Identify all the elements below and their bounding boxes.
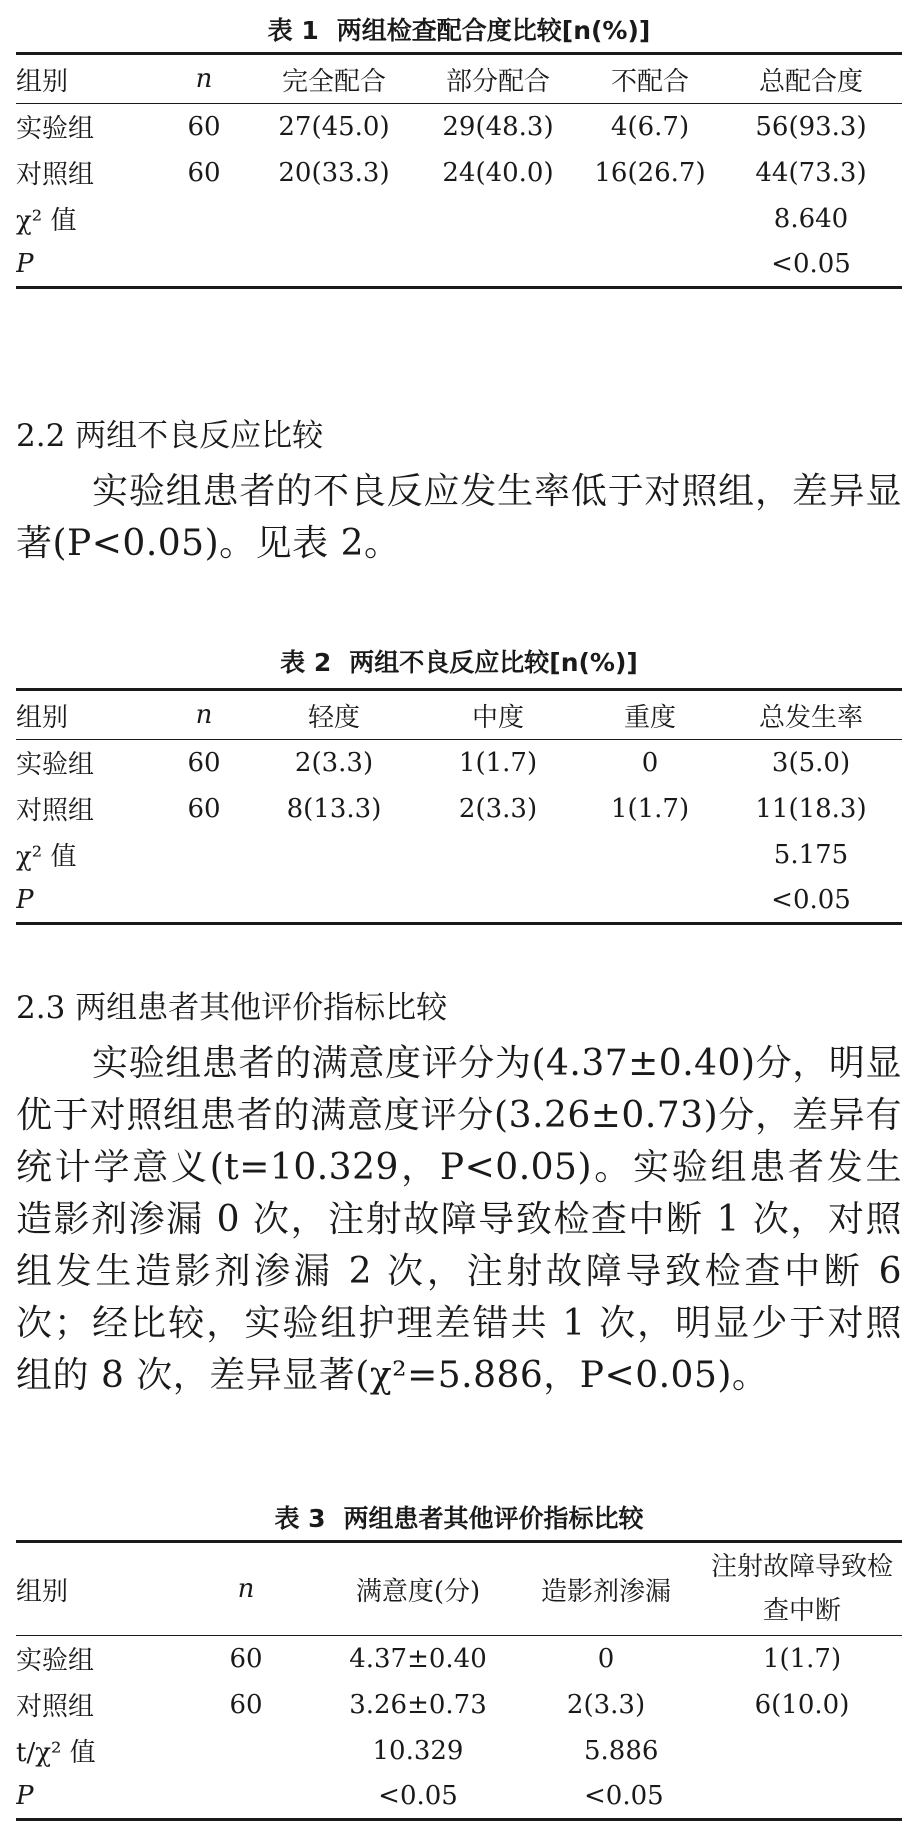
table1 [16,52,902,289]
table1-cell: 27(45.0) [278,111,390,142]
table1-header-group: 组别 [16,54,156,104]
table2-header-n: n [156,690,252,740]
table1-p-value: <0.05 [771,248,851,279]
table3-cell: 60 [229,1643,263,1674]
table2 [16,688,902,925]
table2-chi-label: χ² 值 [16,842,77,872]
table2-p-label: P [16,884,34,915]
table1-cell: 20(33.3) [278,157,390,188]
table3-t-value: 10.329 [372,1735,464,1766]
table3-title: 两组患者其他评价指标比较 [343,1504,644,1533]
table1-header-row [16,54,902,104]
table1-cell: 29(48.3) [442,111,554,142]
table2-header-severe: 重度 [580,690,720,740]
table3-p-label: P [16,1780,34,1811]
table3-cell: 1(1.7) [762,1643,842,1674]
table1-cell: 实验组 [16,114,95,145]
table-row [16,104,902,150]
table2-cell: 1(1.7) [458,747,538,778]
table1-header-n: n [156,54,252,104]
table2-caption [0,646,918,680]
table2-chi-value: 5.175 [773,839,849,870]
table3-cell: 3.26±0.73 [349,1689,487,1720]
table3-header-leakage: 造影剂渗漏 [510,1542,702,1636]
table1-p-label: P [16,248,34,279]
table2-header-mild: 轻度 [252,690,416,740]
table3-cell: 0 [597,1643,615,1674]
table1-cell: 56(93.3) [755,111,867,142]
table3-number: 表 3 [274,1504,326,1533]
table1-cell: 60 [187,157,221,188]
table1-header-full: 完全配合 [252,54,416,104]
section-2-3-paragraph: 实验组患者的满意度评分为(4.37±0.40)分，明显优于对照组患者的满意度评分(3.26±0.73)分，差异有统计学意义(t=10.329，P<0.05)。实验组患者发生造影剂渗漏 0 次，注射故障导致检查中断 1 次，对照组发生造影剂渗漏 2 次，注射故障导致检查中断 6 次；经比较，实验组护理差错共 1 次，明显少于对照组的 8 次，差异显著(χ²=5.886，P<0.05)。 [16,1043,902,1396]
table1-cell: 4(6.7) [610,111,690,142]
table-row [16,1682,902,1728]
section-2-2-heading: 2.2 两组不良反应比较 [16,418,324,454]
table-row [16,740,902,786]
table2-cell: 60 [187,793,221,824]
table1-cell: 16(26.7) [594,157,706,188]
table-row [16,1636,902,1682]
table3-chi-value: 5.886 [584,1735,659,1766]
section-2-2-paragraph: 实验组患者的不良反应发生率低于对照组，差异显著(P<0.05)。见表 2。 [16,471,902,564]
table2-header-row [16,690,902,740]
table-row [16,1774,902,1820]
table1-chi-value: 8.640 [773,203,849,234]
table1-chi-label: χ² 值 [16,206,77,236]
table2-cell: 1(1.7) [610,793,690,824]
table2-cell: 0 [641,747,659,778]
table-row [16,1728,902,1774]
table3-cell: 实验组 [16,1646,95,1677]
table3-cell: 6(10.0) [754,1689,850,1720]
table-row [16,242,902,288]
table2-cell: 对照组 [16,796,95,826]
table3-caption [0,1502,918,1536]
table3-p-value-b: <0.05 [584,1780,664,1811]
table3-cell: 对照组 [16,1692,95,1722]
table3-cell: 4.37±0.40 [349,1643,487,1674]
table1-cell: 24(40.0) [442,157,554,188]
table3-header-row [16,1542,902,1636]
table-row [16,878,902,924]
table1-number: 表 1 [267,16,319,45]
table3-header-group: 组别 [16,1542,166,1636]
table2-header-total: 总发生率 [720,690,902,740]
table3-header-satisfaction: 满意度(分) [326,1542,510,1636]
table1-cell: 60 [187,111,221,142]
table-row [16,786,902,832]
table2-cell: 11(18.3) [755,793,867,824]
table-row [16,832,902,878]
table2-header-group: 组别 [16,690,156,740]
table2-title: 两组不良反应比较[n(%)] [349,648,638,677]
table3 [16,1540,902,1821]
table3-header-n: n [166,1542,326,1636]
table-row [16,196,902,242]
table2-p-value: <0.05 [771,884,851,915]
table3-header-interruption: 注射故障导致检查中断 [702,1542,902,1636]
table2-number: 表 2 [280,648,332,677]
table3-cell: 2(3.3) [566,1689,646,1720]
table2-cell: 实验组 [16,750,95,781]
table3-p-value-a: <0.05 [378,1780,458,1811]
section-2-3-heading: 2.3 两组患者其他评价指标比较 [16,990,448,1026]
table2-header-moderate: 中度 [416,690,580,740]
table2-cell: 3(5.0) [771,747,851,778]
table2-cell: 8(13.3) [286,793,382,824]
table1-cell: 对照组 [16,160,95,190]
table-row [16,150,902,196]
table2-cell: 2(3.3) [294,747,374,778]
table2-cell: 60 [187,747,221,778]
table1-header-none: 不配合 [580,54,720,104]
table1-header-total: 总配合度 [720,54,902,104]
table1-title: 两组检查配合度比较[n(%)] [336,16,651,45]
table1-header-partial: 部分配合 [416,54,580,104]
table1-cell: 44(73.3) [755,157,867,188]
table1-caption [0,14,918,48]
table2-cell: 2(3.3) [458,793,538,824]
table3-cell: 60 [229,1689,263,1720]
table3-stat-label: t/χ² 值 [16,1738,96,1768]
